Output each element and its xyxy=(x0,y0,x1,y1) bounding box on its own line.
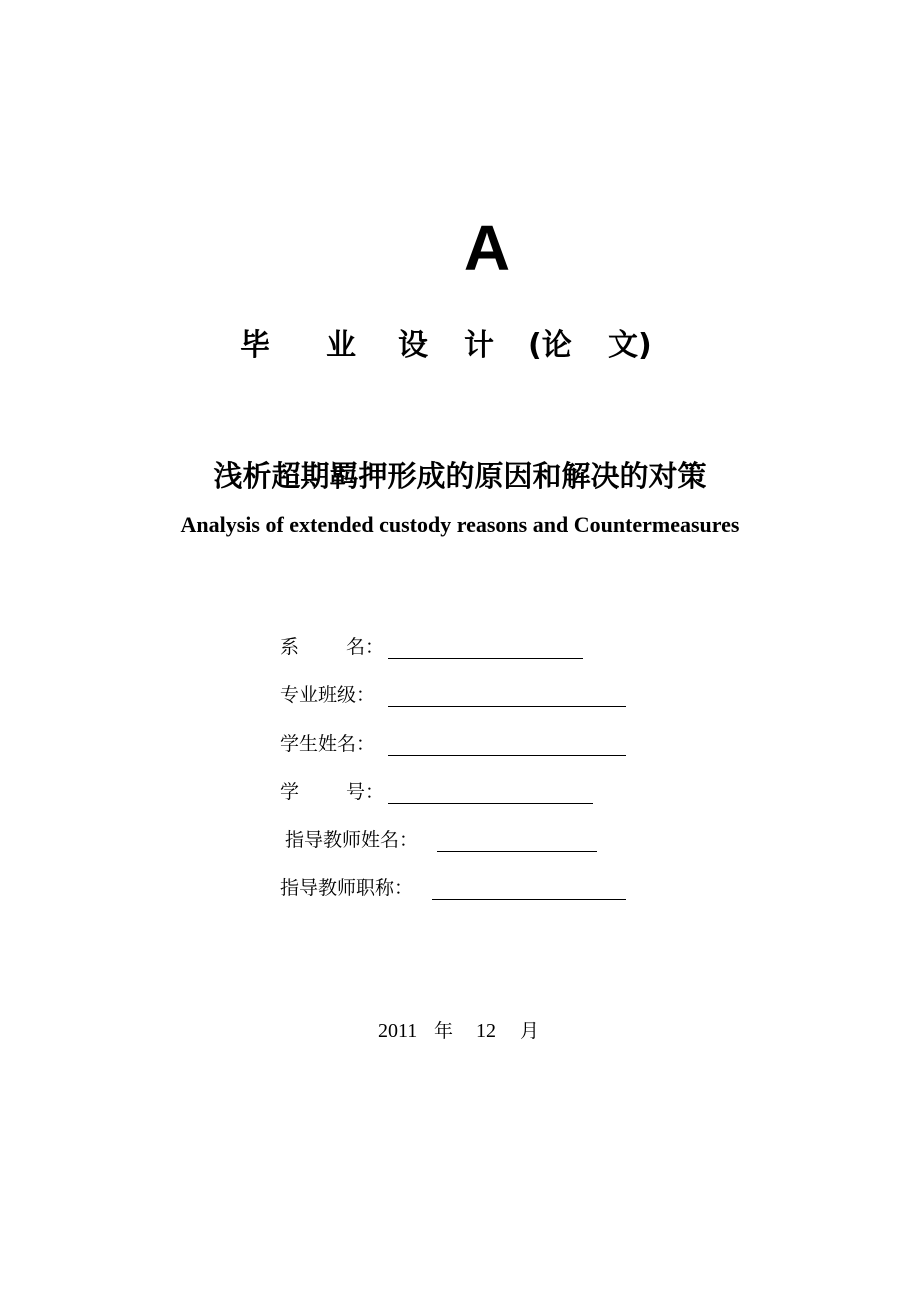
student-name-value-line[interactable] xyxy=(388,755,626,756)
student-id-label-b: 号： xyxy=(346,781,385,803)
advisor-name-value-line[interactable] xyxy=(437,851,597,852)
grade-mark: A xyxy=(463,212,511,284)
advisor-title-value-line[interactable] xyxy=(432,899,626,900)
student-id-label-a: 学 xyxy=(280,781,300,803)
doc-type-char-1: 毕 xyxy=(240,328,270,363)
department-label-a: 系 xyxy=(280,636,300,658)
doc-type-char-3: 设 xyxy=(398,328,428,363)
doc-type-char-2: 业 xyxy=(326,328,356,363)
major-class-value-line[interactable] xyxy=(388,706,626,707)
department-value-line[interactable] xyxy=(388,658,583,659)
doc-type-char-4: 计 xyxy=(464,328,494,363)
date-month: 12 xyxy=(476,1020,496,1042)
thesis-title-english: Analysis of extended custody reasons and Countermeasures xyxy=(180,512,740,537)
doc-type-char-5: (论 xyxy=(528,328,572,363)
student-id-value-line[interactable] xyxy=(388,803,593,804)
date-month-unit: 月 xyxy=(520,1020,540,1042)
department-label-b: 名： xyxy=(346,636,385,658)
advisor-name-label: 指导教师姓名： xyxy=(285,829,419,851)
student-name-label: 学生姓名： xyxy=(280,733,376,755)
date-year-unit: 年 xyxy=(434,1020,454,1042)
thesis-title-chinese: 浅析超期羁押形成的原因和解决的对策 xyxy=(213,459,707,493)
date-year: 2011 xyxy=(378,1020,418,1042)
doc-type-char-6: 文) xyxy=(608,328,652,363)
advisor-title-label: 指导教师职称： xyxy=(280,877,414,899)
major-class-label: 专业班级： xyxy=(280,684,376,706)
